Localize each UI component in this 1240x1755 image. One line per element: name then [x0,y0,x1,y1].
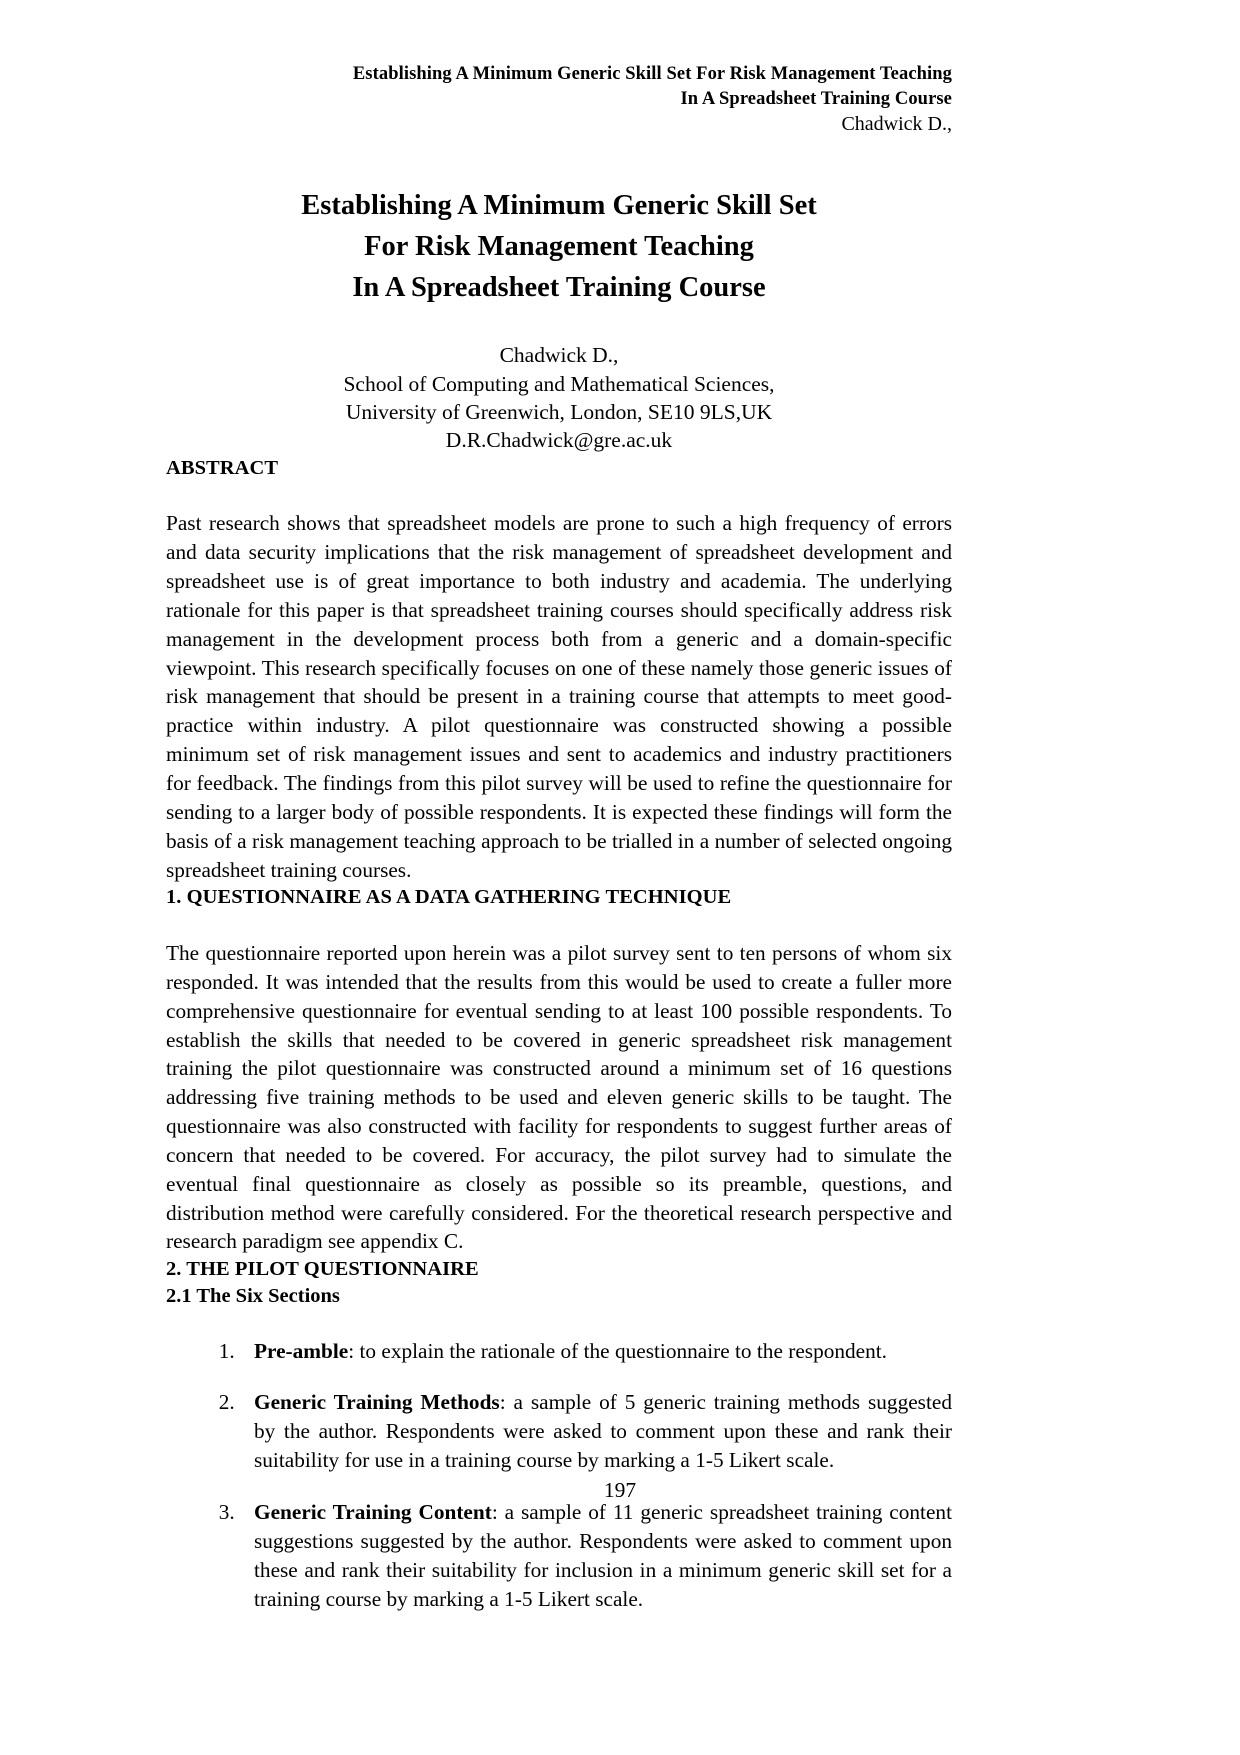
author-affiliation-block [166,341,952,455]
running-header-line-2: In A Spreadsheet Training Course [680,88,952,109]
list-item [240,1337,952,1366]
abstract-body: Past research shows that spreadsheet models are prone to such a high frequency of errors and data security implications that the risk management of spreadsheet development and spreadsheet use is of great importance to both industry and academia. The underlying rationale for this paper is that spreadsheet training courses should specifically address risk management in the development process both from a generic and a domain-specific viewpoint. This research specifically focuses on one of these namely those generic issues of risk management that should be present in a training course that attempts to meet good-practice within industry. A pilot questionnaire was constructed showing a possible minimum set of risk management issues and sent to academics and industry practitioners for feedback. The findings from this pilot survey will be used to refine the questionnaire for sending to a larger body of possible respondents. It is expected these findings will form the basis of a risk management teaching approach to be trialled in a number of selected ongoing spreadsheet training courses. [166,511,952,882]
list-item [240,1388,952,1475]
section-1-heading: 1. QUESTIONNAIRE AS A DATA GATHERING TECHNIQUE [166,886,732,909]
section-2-1-heading: 2.1 The Six Sections [166,1284,340,1307]
six-sections-list [166,1337,952,1614]
list-item-term: Pre-amble [254,1338,349,1363]
list-item-term: Generic Training Content [254,1499,492,1524]
running-header-line-1: Establishing A Minimum Generic Skill Set For Risk Management Teaching [352,64,952,84]
paper-title [166,185,952,308]
author-name: Chadwick D., [499,343,619,368]
page-number: 197 [603,1478,637,1502]
title-line-1: Establishing A Minimum Generic Skill Set [301,190,817,222]
list-item-text: : to explain the rationale of the questionnaire to the respondent. [348,1338,887,1363]
title-line-3: In A Spreadsheet Training Course [352,272,766,304]
author-university: University of Greenwich, London, SE10 9LS,UK [345,400,773,425]
list-item-text: : a sample of 11 generic spreadsheet training content suggestions suggested by the author. Respondents were asked to comment upon these and rank their suitability for inclusion in a minimum generic skill set for a training course by marking a 1-5 Likert scale. [254,1499,952,1611]
section-2-heading: 2. THE PILOT QUESTIONNAIRE [166,1258,479,1281]
page-content [166,62,952,1613]
list-item [240,1498,952,1613]
list-item-text: : a sample of 5 generic training methods suggested by the author. Respondents were asked to comment upon these and rank their suitability for use in a training course by marking a 1-5 Likert scale. [254,1390,952,1473]
title-line-2: For Risk Management Teaching [364,231,754,263]
running-header-author: Chadwick D., [841,113,952,136]
running-header [166,62,952,138]
abstract-heading: ABSTRACT [166,456,279,479]
author-school: School of Computing and Mathematical Sciences, [343,371,775,396]
section-1-body: The questionnaire reported upon herein was a pilot survey sent to ten persons of whom six responded. It was intended that the results from this would be used to create a fuller more comprehensive questionnaire for eventual sending to at least 100 possible respondents. To establish the skills that needed to be covered in generic spreadsheet risk management training the pilot questionnaire was constructed around a minimum set of 16 questions addressing five training methods to be used and eleven generic skills to be taught. The questionnaire was also constructed with facility for respondents to suggest further areas of concern that needed to be covered. For accuracy, the pilot survey had to simulate the eventual final questionnaire as closely as possible so its preamble, questions, and distribution method were carefully considered. For the theoretical research perspective and research paradigm see appendix C. [166,941,952,1254]
list-item-term: Generic Training Methods [254,1390,500,1415]
author-email: D.R.Chadwick@gre.ac.uk [445,428,673,453]
